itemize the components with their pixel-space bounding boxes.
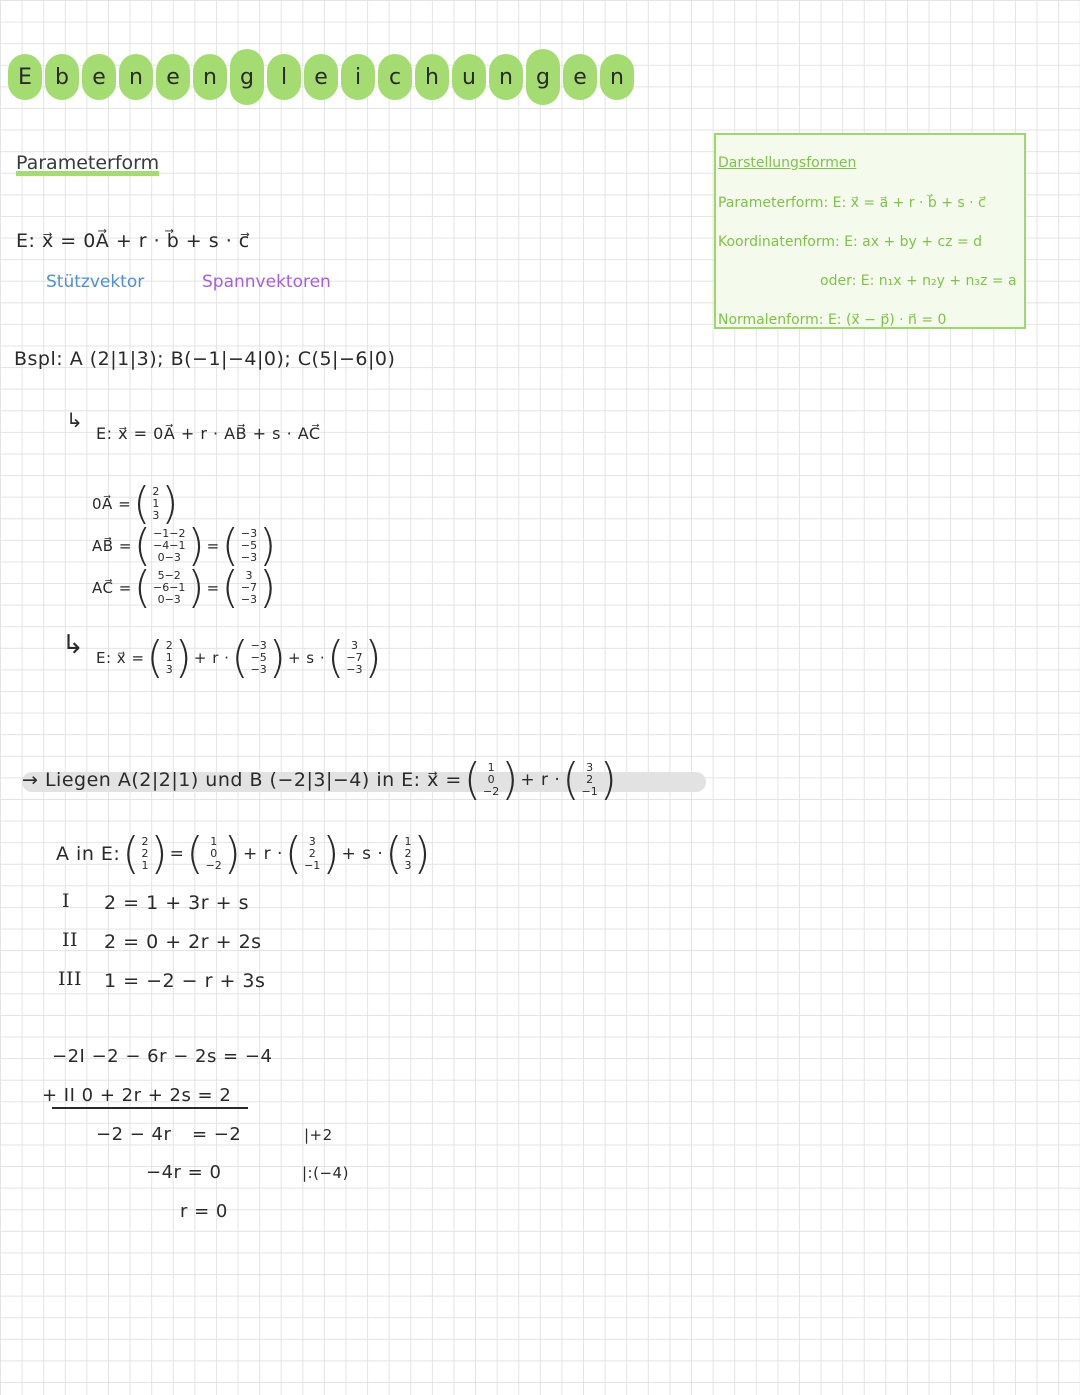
eq-text: 2 = 0 + 2r + 2s: [104, 931, 262, 953]
box-parameterform: Parameterform: E: x⃗ = a⃗ + r · b⃗ + s · c⃗: [718, 195, 986, 211]
final-equation: E: x⃗ = ( 2 1 3 ) + r · ( −3 −5 −3 ) + s · ( 3 −7 −3 ): [96, 632, 382, 683]
title-letter: b: [45, 54, 79, 100]
ac-label: AC⃗ =: [92, 579, 132, 597]
title-letter: n: [119, 54, 153, 100]
title-letter: n: [489, 54, 523, 100]
title-letter: e: [563, 54, 597, 100]
title-letter: e: [82, 54, 116, 100]
title-letter: e: [304, 54, 338, 100]
arrow-icon: ↳: [66, 408, 83, 432]
box-oder: oder: E: n₁x + n₂y + n₃z = a: [820, 273, 1017, 289]
final-prefix: E: x⃗ =: [96, 649, 145, 667]
a-in-e-prefix: A in E:: [56, 843, 121, 865]
title-letter: E: [8, 54, 42, 100]
arrow-icon: ↳: [62, 630, 84, 660]
stuetzvektor-label: Stützvektor: [46, 272, 145, 292]
title-letter: n: [193, 54, 227, 100]
oa-vector: ( 2 1 3 ): [133, 478, 179, 529]
title-letter: h: [415, 54, 449, 100]
title-letter: c: [378, 54, 412, 100]
ac-vector: ( 3 −7 −3 ): [221, 562, 277, 613]
elim-line2: + II 0 + 2r + 2s = 2: [42, 1085, 232, 1106]
spannvektoren-label: Spannvektoren: [202, 272, 331, 292]
box-koordinatenform: Koordinatenform: E: ax + by + cz = d: [718, 234, 983, 250]
elim-line3-right: = −2: [192, 1124, 242, 1145]
eq-text: 1 = −2 − r + 3s: [104, 970, 266, 992]
elim-note: |+2: [304, 1126, 333, 1144]
sum-rule: [52, 1107, 248, 1109]
ac-row: AC⃗ = ( 5−2 −6−1 0−3 ) = ( 3 −7 −3 ): [92, 562, 277, 613]
title-letter: g: [230, 49, 264, 105]
box-normalenform: Normalenform: E: (x⃗ − p⃗) · n⃗ = 0: [718, 312, 947, 328]
beispiel-intro: Bspl: A (2|1|3); B(−1|−4|0); C(5|−6|0): [14, 348, 396, 370]
elim-note: |:(−4): [302, 1164, 349, 1182]
eq-text: 2 = 1 + 3r + s: [104, 892, 249, 914]
ab-label: AB⃗ =: [92, 537, 132, 555]
eq-roman: I: [62, 890, 71, 912]
darstellungsformen-title: Darstellungsformen: [718, 155, 857, 171]
ab-vector: ( −3 −5 −3 ): [221, 520, 277, 571]
eq-roman: II: [62, 929, 79, 951]
parameterform-heading: Parameterform: [16, 152, 160, 174]
ab-calc-vector: ( −1−2 −4−1 0−3 ): [133, 520, 205, 571]
beispiel-step1: E: x⃗ = 0A⃗ + r · AB⃗ + s · AC⃗: [96, 424, 321, 443]
title-letter: g: [526, 49, 560, 105]
title-letter: i: [341, 54, 375, 100]
page-title: [8, 42, 637, 112]
elim-line4: −4r = 0: [146, 1162, 222, 1183]
elim-result: r = 0: [180, 1201, 228, 1222]
liegen-question: → Liegen A(2|2|1) und B (−2|3|−4) in E: x⃗ = ( 1 0 −2 ) + r · ( 3 2 −1 ): [22, 754, 617, 805]
ab-row: AB⃗ = ( −1−2 −4−1 0−3 ) = ( −3 −5 −3 ): [92, 520, 277, 571]
a-in-e-equation: A in E: ( 2 2 1 ) = ( 1 0 −2 ) + r · ( 3 2 −1 ) + s · ( 1 2 3 ): [56, 828, 431, 879]
title-letter: u: [452, 54, 486, 100]
title-letter: n: [600, 54, 634, 100]
title-letter: e: [156, 54, 190, 100]
ac-calc-vector: ( 5−2 −6−1 0−3 ): [133, 562, 205, 613]
parameterform-equation: E: x⃗ = 0A⃗ + r · b⃗ + s · c⃗: [16, 230, 250, 252]
eq-roman: III: [58, 968, 83, 990]
elim-line1: −2I −2 − 6r − 2s = −4: [52, 1046, 273, 1067]
title-letter: l: [267, 54, 301, 100]
liegen-text: Liegen A(2|2|1) und B (−2|3|−4) in E: x⃗ =: [44, 769, 462, 791]
oa-label: 0A⃗ =: [92, 495, 132, 513]
elim-line3-left: −2 − 4r: [96, 1124, 172, 1145]
darstellungsformen-box: [714, 133, 1026, 329]
